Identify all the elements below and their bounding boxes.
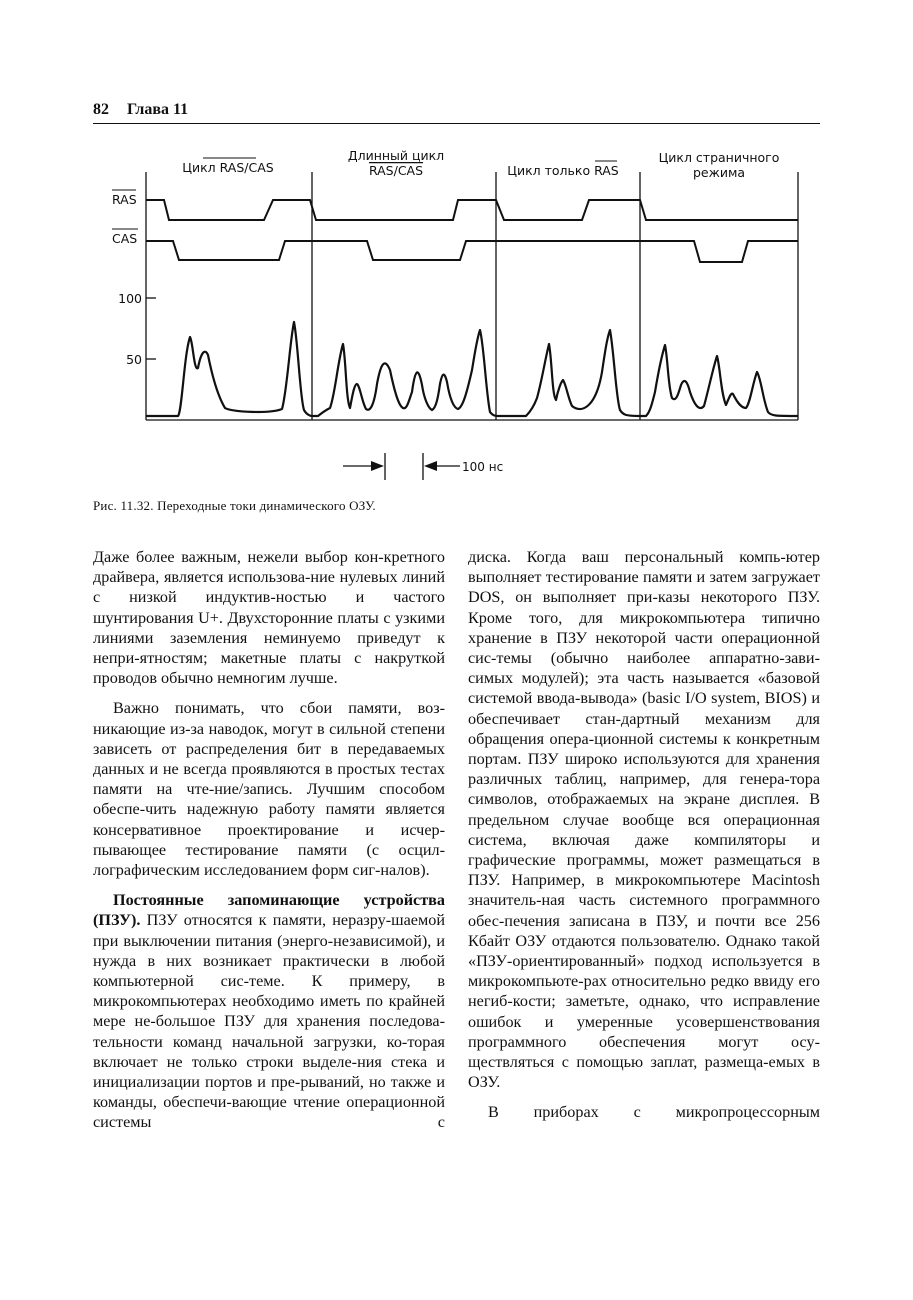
section-label-ras-only: Цикл только RAS bbox=[507, 163, 619, 178]
right-paragraph-2: В приборах с микропроцессорным bbox=[488, 1103, 820, 1122]
right-paragraph-1: диска. Когда ваш персональный компь-ютер выполняет тестирование памяти и затем загружает DOS, он выполняет при-казы некоторого ПЗУ. Кроме того, для микрокомпьютера типично хранение в ПЗУ некоторой части операционной сис-темы (обычно наиболее аппаратно-зави-симых модулей); эта часть называется «базовой системой ввода-вывода» (basic I/O system, BIOS) и обеспечивает стан-дартный механизм для обращения опера-ционной системы к конкретным портам. ПЗУ широко используются для хранения различных таблиц, например, для генера-тора символов, отображаемых на экране дисплея. В предельном случае вообще вся операционная система, включая даже компиляторы и графические программы, может размещаться в ПЗУ. Например, в микрокомпьютере Macintosh значитель-ная часть системного программного обес-печения записана в ПЗУ, и почти все 256 Кбайт ОЗУ отдаются пользователю. Однако такой «ПЗУ-ориентированный» подход используется в микрокомпьюте-рах относительно редко ввиду его негиб-кости; заметьте, однако, что исправление ошибок и умеренные усовершенствования программного обеспечения могут осу-ществляться с помощью заплат, размеща-емых в ОЗУ. bbox=[468, 548, 820, 1092]
signal-label-ras: RAS bbox=[112, 192, 137, 207]
time-scale-marker bbox=[343, 453, 460, 480]
current-waveform bbox=[146, 322, 798, 416]
current-axis-ticks bbox=[146, 298, 156, 359]
section-dividers bbox=[146, 172, 798, 420]
left-paragraph-1: Даже более важным, нежели выбор кон-кретного драйвера, является использова-ние нулевых линий с низкой индуктив-ностью и частого шунтирования U+. Двухсторонние платы с узкими линиями заземления неминуемо приведут к непри-ятностям; макетные платы с накруткой проводов обычно немногим лучше. bbox=[93, 548, 445, 688]
ras-waveform bbox=[146, 200, 798, 220]
section-label-long-2: RAS/CAS bbox=[368, 163, 424, 178]
signal-label-cas: CAS bbox=[112, 231, 138, 246]
left-column bbox=[93, 547, 445, 1133]
right-column bbox=[468, 547, 820, 1123]
page-number: 82 bbox=[93, 101, 109, 118]
left-paragraph-2: Важно понимать, что сбои памяти, воз-никающие из-за наводок, могут в сильной степени зависеть от распределения бит в передаваемых данных и не всегда проявляются в простых тестах памяти на чте-ние/запись. Лучшим способом обеспе-чить надежную работу памяти является консервативное проектирование и исчер-пывающее тестирование памяти (с осцил-лографическим исследованием форм сиг-налов). bbox=[93, 699, 445, 880]
chapter-title: Глава 11 bbox=[127, 101, 189, 118]
rom-heading: Постоянные запоминающие устройства (ПЗУ). bbox=[93, 891, 445, 930]
section-label-long-1: Длинный цикл bbox=[347, 148, 445, 163]
left-paragraph-3 bbox=[93, 890, 445, 1132]
cas-waveform bbox=[146, 241, 798, 262]
axis-tick-50: 50 bbox=[126, 352, 142, 367]
left-paragraph-3-text: ПЗУ относятся к памяти, неразру-шаемой при выключении питания (энерго-независимой), и нужда в них возникает практически в любой компьютерной сис-теме. К примеру, в микрокомпьютерах необходимо иметь по крайней мере не-большое ПЗУ для хранения последова-тельности команд начальной загрузки, ко-торая включает не только строки выделе-ния стека и инициализации портов и пре-рываний, но также и команды, обеспечи-вающие чтение операционной системы с bbox=[93, 911, 445, 1132]
time-scale-label: 100 нс bbox=[462, 460, 504, 474]
axis-tick-100: 100 bbox=[118, 291, 142, 306]
figure-caption: Рис. 11.32. Переходные токи динамического ОЗУ. bbox=[93, 498, 376, 513]
section-label-page-1: Цикл страничного bbox=[658, 150, 780, 165]
dram-timing-figure bbox=[0, 0, 913, 495]
section-label-page-2: режима bbox=[692, 165, 746, 180]
section-label-ras-cas: Цикл RAS/CAS bbox=[182, 160, 274, 175]
